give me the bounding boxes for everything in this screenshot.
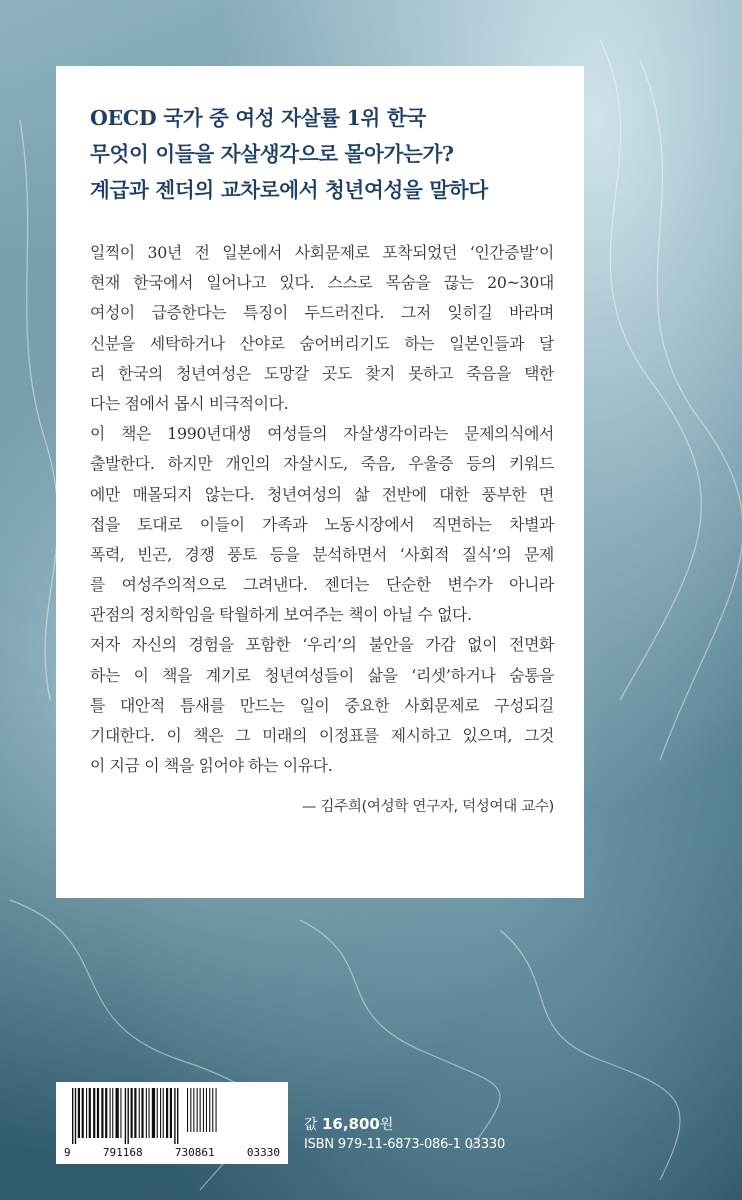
price-amount: 16,800: [321, 1115, 380, 1133]
headline-line: 계급과 젠더의 교차로에서 청년여성을 말하다: [90, 178, 488, 202]
headline-line: 무엇이 이들을 자살생각으로 몰아가는가?: [90, 142, 454, 166]
barcode-digits-left: 791168: [102, 1146, 143, 1159]
barcode-digits: [64, 1146, 280, 1159]
price: [304, 1114, 505, 1135]
attribution: — 김주희(여성학 연구자, 덕성여대 교수): [301, 799, 554, 816]
headline-line: OECD 국가 중 여성 자살률 1위 한국: [90, 106, 426, 130]
body-line: 이 지금 이 책을 읽어야 하는 이유다.: [90, 756, 333, 776]
barcode-digits-right: 730861: [174, 1146, 215, 1159]
body-line: 하는 이 책을 계기로 청년여성들이 삶을 ‘리셋’하거나 숨통을: [90, 665, 554, 685]
price-label: 값: [304, 1117, 318, 1133]
body-line: 출발한다. 하지만 개인의 자살시도, 죽음, 우울증 등의 키워드: [90, 454, 554, 474]
body-line: 를 여성주의적으로 그려낸다. 젠더는 단순한 변수가 아니라: [90, 575, 554, 595]
body-line: 이 책은 1990년대생 여성들의 자살생각이라는 문제의식에서: [90, 424, 554, 444]
blurb-body: [90, 238, 554, 781]
body-line: 기대한다. 이 책은 그 미래의 이정표를 제시하고 있으며, 그것: [90, 726, 554, 745]
body-line: 틀 대안적 틈새를 만드는 일이 중요한 사회문제로 구성되길: [90, 695, 554, 715]
barcode-addon-digits: 03330: [246, 1146, 280, 1159]
barcode-digit-prefix: 9: [64, 1146, 71, 1159]
body-line: 접을 토대로 이들이 가족과 노동시장에서 직면하는 차별과: [90, 514, 554, 534]
headline: [90, 100, 554, 208]
price-info: [304, 1114, 505, 1155]
body-line: 여성이 급증한다는 특징이 두드러진다. 그저 잊히길 바라며: [90, 303, 554, 323]
body-line: 신분을 세탁하거나 산야로 숨어버리기도 하는 일본인들과 달: [90, 333, 554, 353]
body-line: 에만 매몰되지 않는다. 청년여성의 삶 전반에 대한 풍부한 면: [90, 484, 554, 504]
body-line: 폭력, 빈곤, 경쟁 풍토 등을 분석하면서 ‘사회적 질식’의 문제: [90, 544, 554, 564]
body-line: 관점의 정치학임을 탁월하게 보여주는 책이 아닐 수 없다.: [90, 605, 472, 625]
barcode: [56, 1082, 288, 1164]
price-unit: 원: [379, 1117, 394, 1133]
barcode-bars: [64, 1088, 280, 1144]
isbn: ISBN 979-11-6873-086-1 03330: [304, 1137, 506, 1152]
body-line: 일찍이 30년 전 일본에서 사회문제로 포착되었던 ‘인간증발’이: [90, 243, 554, 262]
body-line: 현재 한국에서 일어나고 있다. 스스로 목숨을 끊는 20~30대: [90, 273, 554, 293]
body-line: 리 한국의 청년여성은 도망갈 곳도 찾지 못하고 죽음을 택한: [90, 363, 554, 383]
body-line: 다는 점에서 몹시 비극적이다.: [90, 393, 289, 413]
blurb-panel: [56, 66, 584, 898]
body-line: 저자 자신의 경험을 포함한 ‘우리’의 불안을 가감 없이 전면화: [90, 635, 554, 655]
